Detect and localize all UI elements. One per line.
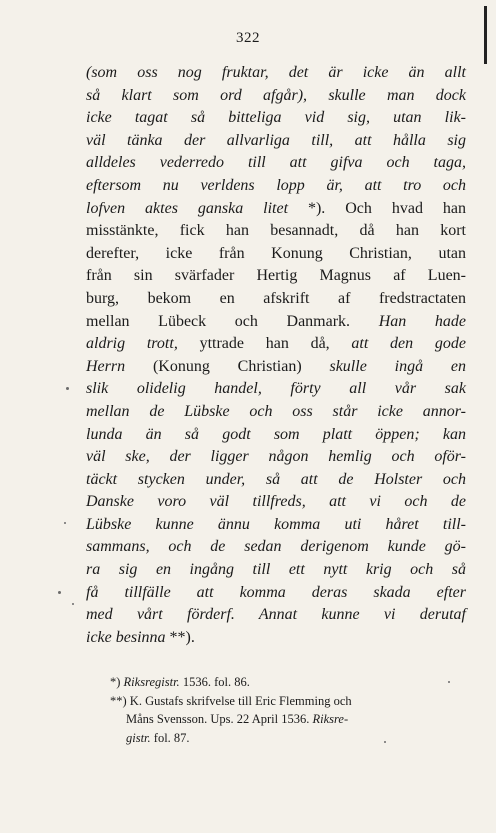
footnote-line <box>110 729 468 748</box>
footnote-line <box>110 710 468 729</box>
roman-text: *). Och hvad han <box>288 199 467 217</box>
text-line <box>86 85 466 108</box>
body-text <box>86 62 466 649</box>
italic-text: eftersom nu verldens lopp är, att tro och <box>86 176 466 194</box>
italic-text: Lübske kunne ännu komma uti håret till- <box>86 515 466 533</box>
roman-text: *) <box>110 675 124 689</box>
roman-text: fol. 87. <box>150 730 190 745</box>
text-line <box>86 107 466 130</box>
paper-speck <box>72 603 74 605</box>
roman-text: yttrade han då, <box>177 335 352 353</box>
italic-text: icke besinna <box>86 628 166 646</box>
text-line <box>86 311 466 334</box>
italic-text: skulle ingå en <box>329 357 466 375</box>
text-line <box>86 62 466 85</box>
text-line <box>86 130 466 153</box>
italic-text: sammans, och de sedan derigenom kunde gö- <box>86 538 466 556</box>
footnote-line <box>110 673 468 692</box>
text-line <box>86 152 466 175</box>
italic-text: icke tagat så bitteliga vid sig, utan lik- <box>86 109 466 127</box>
italic-text: få tillfälle att komma deras skada efter <box>86 583 466 601</box>
roman-text: från sin svärfader Hertig Magnus af Luen- <box>86 267 466 285</box>
italic-text: ra sig en ingång till ett nytt krig och så <box>86 561 466 579</box>
text-line <box>86 514 466 537</box>
italic-text: mellan de Lübske och oss står icke annor- <box>86 402 466 420</box>
italic-text: Danske voro väl tillfreds, att vi och de <box>86 493 466 511</box>
text-line <box>86 243 466 266</box>
text-line <box>86 491 466 514</box>
text-line <box>86 446 466 469</box>
text-line <box>86 424 466 447</box>
italic-text: med vårt förderf. Annat kunne vi derutaf <box>86 606 466 624</box>
paper-speck <box>384 741 386 743</box>
italic-text: (som oss nog fruktar, det är icke än allt <box>86 64 466 81</box>
text-line <box>86 582 466 605</box>
italic-text: slik olidelig handel, förty all vår sak <box>86 380 466 398</box>
footnotes <box>110 673 468 747</box>
footnote-line <box>110 692 468 711</box>
italic-text: så klart som ord afgår), skulle man dock <box>86 86 466 104</box>
italic-text: Riksre- <box>312 712 349 726</box>
text-line <box>86 175 466 198</box>
paper-speck <box>448 681 450 683</box>
text-line <box>86 198 466 221</box>
roman-text: misstänkte, fick han besannadt, då han kort <box>86 222 466 240</box>
italic-text: gistr. <box>126 730 151 745</box>
text-line <box>86 469 466 492</box>
text-line <box>86 356 466 379</box>
text-line <box>86 559 466 582</box>
italic-text: Riksregistr. <box>123 675 180 689</box>
italic-text: väl tänka der allvarliga till, att hålla sig <box>86 131 466 149</box>
italic-text: Herrn <box>86 357 126 375</box>
roman-text: (Konung Christian) <box>125 357 330 375</box>
roman-text: burg, bekom en afskrift af fredstractaten <box>86 289 466 307</box>
italic-text: väl ske, der ligger någon hemlig och oför- <box>86 448 466 466</box>
text-line <box>86 333 466 356</box>
italic-text: lofven aktes ganska litet <box>86 199 289 217</box>
text-line <box>86 378 466 401</box>
italic-text: lunda än så godt som platt öppen; kan <box>86 425 466 443</box>
italic-text: aldrig trott, <box>86 335 178 353</box>
italic-text: Han hade <box>378 312 466 330</box>
paper-speck <box>66 387 69 390</box>
page-number: 322 <box>236 30 260 46</box>
text-line <box>86 220 466 243</box>
text-line <box>86 604 466 627</box>
text-line <box>86 401 466 424</box>
text-line <box>86 627 466 650</box>
text-line <box>86 536 466 559</box>
text-line <box>86 265 466 288</box>
italic-text: alldeles vederredo till att gifva och taga, <box>86 154 466 172</box>
paper-speck <box>58 591 61 594</box>
roman-text: mellan Lübeck och Danmark. <box>86 312 379 330</box>
italic-text: täckt stycken under, så att de Holster och <box>86 470 466 488</box>
roman-text: Måns Svensson. Ups. 22 April 1536. <box>126 712 313 726</box>
roman-text: **) K. Gustafs skrifvelse till Eric Flemming och <box>110 693 352 708</box>
roman-text: **). <box>165 628 195 646</box>
text-line <box>86 288 466 311</box>
italic-text: att den gode <box>351 335 466 353</box>
roman-text: 1536. fol. 86. <box>179 675 250 689</box>
paper-speck <box>64 522 66 524</box>
roman-text: derefter, icke från Konung Christian, utan <box>86 244 466 262</box>
